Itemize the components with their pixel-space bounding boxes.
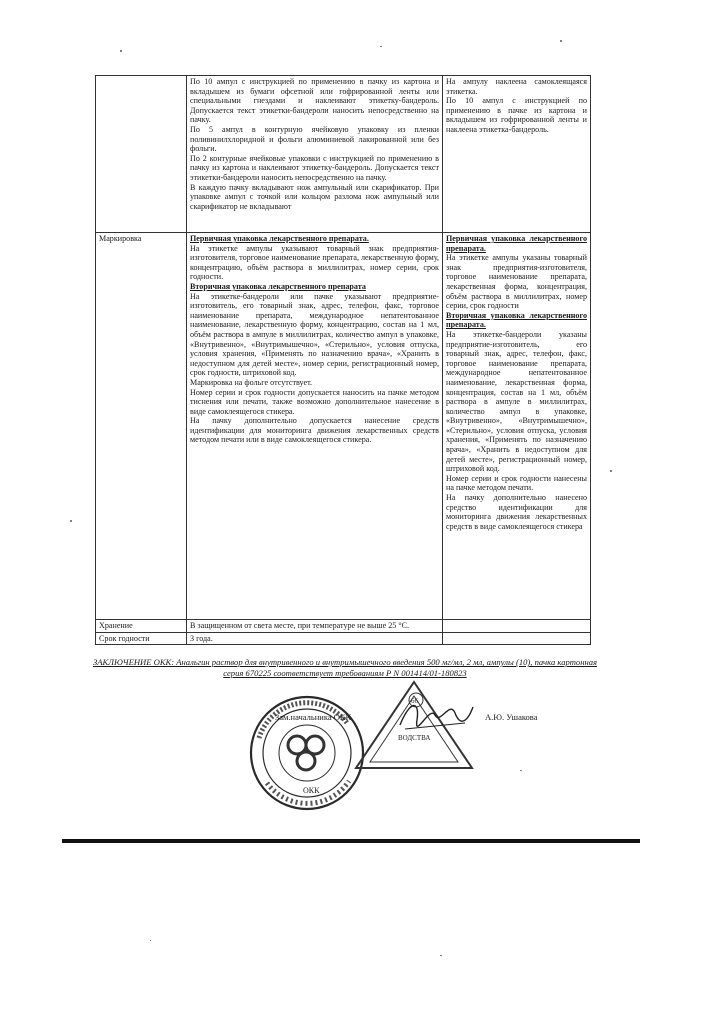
marking-actual-secondary-text: На этикетке-бандероли указаны предприятие-изготовитель, его товарный знак, адрес, телефон, факс, торговое наименование препарата, международное непатентованное наименование, лекарственная форма, концентрация, состав на 1 мл, объём раствора в ампуле в миллилитрах, количество ампул в упаковке, «Внутривенно», «Внутримышечно», «Стерильно», условия отпуска, условия хранения, «Применять по назначению врача», «Хранить в недоступном для детей месте», регистрационный номер, штриховой код. xyxy=(446,329,587,474)
package-actual-paragraph: На ампулу наклеена самоклеящаяся этикетка. xyxy=(446,77,587,96)
package-spec-paragraph: По 2 контурные ячейковые упаковки с инструкцией по применению в пачку из картона и наклеивают этикетку-бандероль. Допускается текст этикетки-бандероли наносить непосредственно на пачку. xyxy=(190,153,439,182)
marking-actual-extra-text: На пачку дополнительно нанесено средство идентификации для мониторинга движения лекарственных средств в виде самоклеящегося стикера xyxy=(446,493,587,531)
package-spec-paragraph: По 10 ампул с инструкцией по применению в пачку из картона и вкладышем из бумаги офсетной или гофрированной ленты или специальными гнездами и наклеивают этикетку-бандероль. Допускается текст этикетки-бандероли наносить непосредственно на пачку. xyxy=(190,77,439,125)
handwritten-signature xyxy=(395,695,475,735)
table-row-storage xyxy=(96,620,591,633)
scan-speck xyxy=(560,40,562,42)
table-row-marking xyxy=(96,233,591,620)
stamp-label: ОКК xyxy=(303,786,320,795)
marking-actual-series-text: Номер серии и срок годности нанесены на пачке методом печати. xyxy=(446,473,587,493)
row-label-package xyxy=(96,76,187,233)
storage-actual-empty xyxy=(443,620,591,633)
marking-foil-text: Маркировка на фольге отсутствует. xyxy=(190,377,313,387)
marking-primary-text: На этикетке ампулы указывают товарный знак предприятия-изготовителя, торговое наименование препарата, лекарственную форму, концентрацию, объём раствора в миллилитрах, номер серии, срок годности. xyxy=(190,243,439,282)
row-label-marking: Маркировка xyxy=(96,233,187,620)
scan-speck xyxy=(440,955,442,956)
marking-actual-secondary-title: Вторичная упаковка лекарственного препарата. xyxy=(446,310,587,330)
storage-text: В защищенном от света месте, при температуре не выше 25 °С. xyxy=(187,620,443,633)
marking-actual-text xyxy=(443,233,591,620)
signer-role: Зам.начальника ОКК xyxy=(275,712,352,722)
package-actual-paragraph: По 10 ампул с инструкцией по применению в пачке из картона и вкладышем из гофрированной ленты и наклеена этикетка-бандероль. xyxy=(446,96,587,134)
table-row-package xyxy=(96,76,591,233)
round-seal-stamp xyxy=(247,693,367,813)
marking-extra-text: На пачку дополнительно допускается нанесение средств идентификации для мониторинга движения лекарственных средств методом печати или в виде самоклеящегося стикера. xyxy=(190,416,439,445)
scan-speck xyxy=(380,46,382,47)
marking-actual-primary-title: Первичная упаковка лекарственного препарата. xyxy=(446,234,587,253)
specification-table xyxy=(95,75,591,645)
marking-primary-title: Первичная упаковка лекарственного препарата. xyxy=(190,234,369,243)
marking-series-text: Номер серии и срок годности допускается наносить на пачке методом тиснения или печати, также возможно дополнительное нанесение в виде самоклеящегося стикера. xyxy=(190,387,439,416)
signer-name: А.Ю. Ушакова xyxy=(485,712,538,722)
marking-secondary-text: На этикетке-бандероли или пачке указывают предприятие-изготовитель, его товарный знак, адрес, телефон, факс, торговое наименование препарата, международное непатентованное наименование, лекарственную форму, концентрацию, состав на 1 мл, объём раствора в ампуле в миллилитрах, количество ампул в упаковке, «Внутривенно», «Внутримышечно», «Стерильно», условия отпуска, условия хранения, «Применять по назначению врача», «Хранить в недоступном для детей месте», номер серии, регистрационный номер, срок годности, штриховой код. xyxy=(190,291,439,378)
scan-speck xyxy=(520,770,522,771)
marking-spec-text xyxy=(187,233,443,620)
marking-secondary-title: Вторичная упаковка лекарственного препарата xyxy=(190,281,366,291)
scan-speck xyxy=(120,50,122,52)
row-label-shelf-life: Срок годности xyxy=(96,632,187,645)
row-label-storage: Хранение xyxy=(96,620,187,633)
page-divider-line xyxy=(62,839,640,843)
conclusion-text: ЗАКЛЮЧЕНИЕ ОКК: Анальгин раствор для внутривенного и внутримышечного введения 500 мг/мл, 2 мл, ампулы (10), пачка картонная серия 670225 соответствует требованиям Р N 001414/01-180823 xyxy=(92,657,598,678)
triangle-stamp-label: ВОДСТВА xyxy=(398,734,431,742)
package-spec-paragraph: В каждую пачку вкладывают нож ампульный или скарификатор. При упаковке ампул с точкой или кольцом разлома нож ампульный или скарификатор не вкладывают xyxy=(190,182,439,211)
triangle-stamp-number: 66 xyxy=(411,697,418,705)
package-actual-text xyxy=(443,76,591,233)
scan-speck xyxy=(610,470,612,472)
marking-actual-primary-text: На этикетке ампулы указаны товарный знак предприятия-изготовителя, торговое наименование препарата, лекарственная форма, концентрация, объём раствора в миллилитрах, номер серии, срок годности xyxy=(446,253,587,311)
package-spec-paragraph: По 5 ампул в контурную ячейковую упаковку из пленки поливинилхлоридной и фольги алюминиевой лакированной или без фольги. xyxy=(190,124,439,154)
shelf-life-actual-empty xyxy=(443,632,591,645)
scan-speck xyxy=(70,520,72,522)
table-row-shelf-life xyxy=(96,632,591,645)
shelf-life-text: 3 года. xyxy=(187,632,443,645)
package-spec-text xyxy=(187,76,443,233)
scan-speck xyxy=(150,940,151,941)
